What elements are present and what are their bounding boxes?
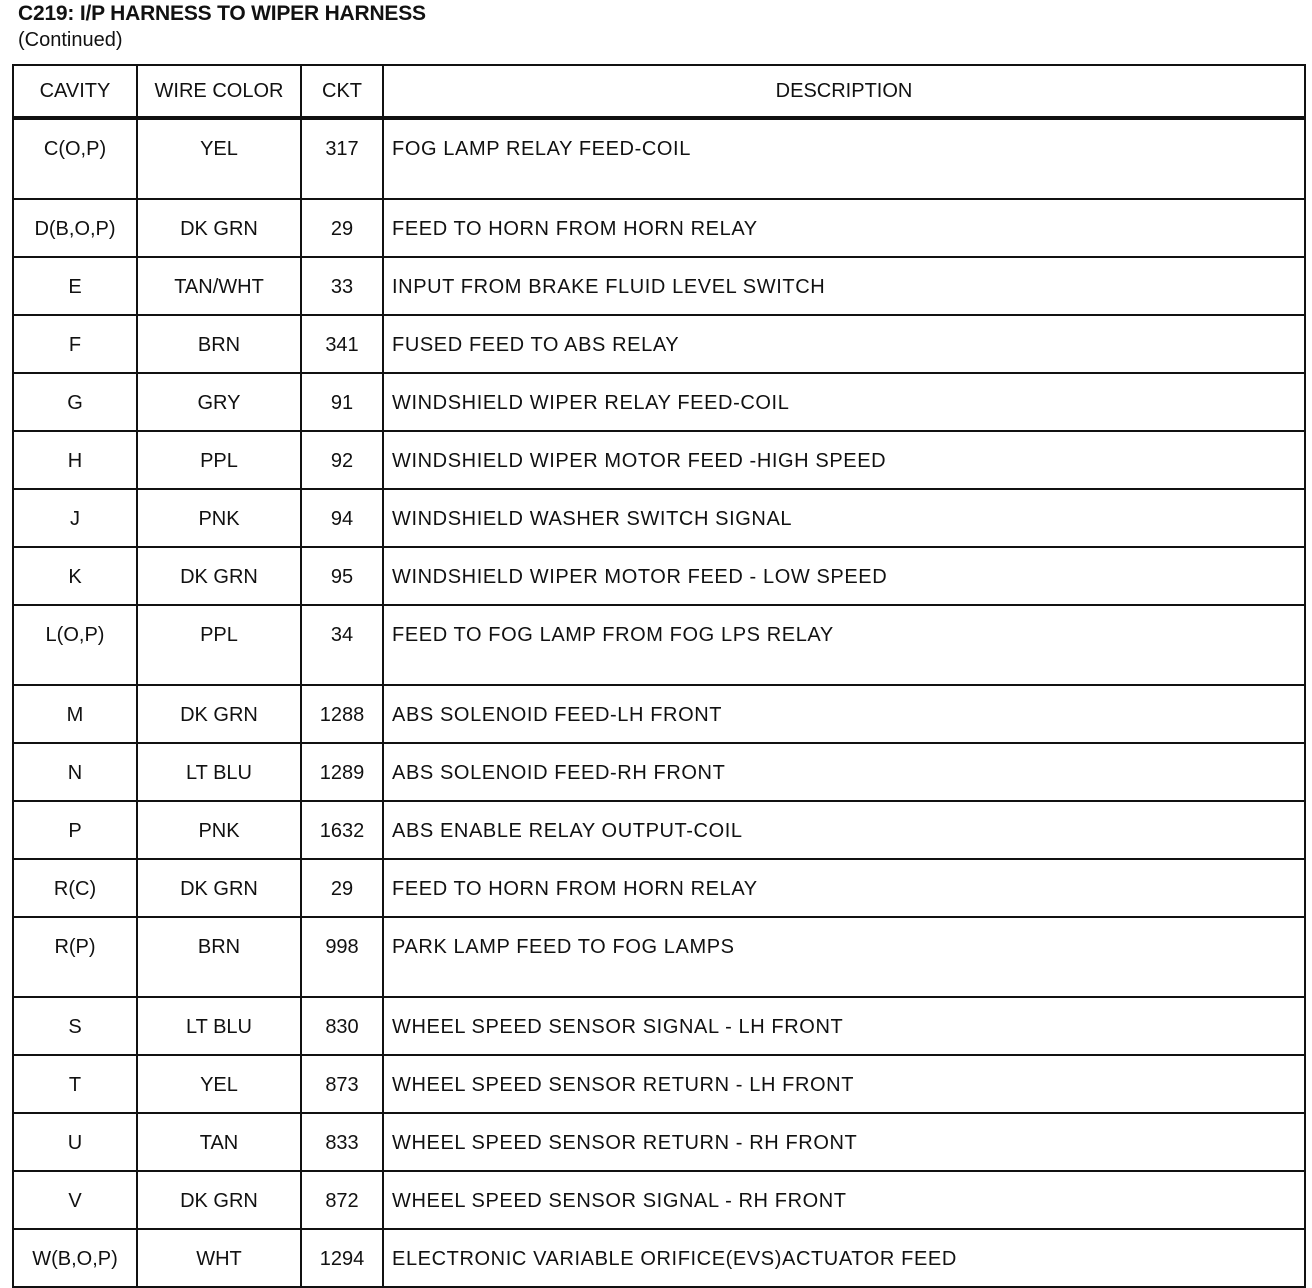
ckt-cell: 92 [301, 431, 383, 489]
description-cell: ELECTRONIC VARIABLE ORIFICE(EVS)ACTUATOR FEED [383, 1229, 1305, 1287]
table-row [13, 118, 1305, 199]
wire-color-cell: GRY [137, 373, 301, 431]
table-row [13, 257, 1305, 315]
page-subtitle: (Continued) [18, 29, 123, 51]
column-header-ckt: CKT [301, 65, 383, 118]
wire-color-cell: PNK [137, 489, 301, 547]
table-row [13, 859, 1305, 917]
table-row [13, 547, 1305, 605]
description-cell: WHEEL SPEED SENSOR RETURN - RH FRONT [383, 1113, 1305, 1171]
wire-color-cell: YEL [137, 118, 301, 199]
table-row [13, 1113, 1305, 1171]
cavity-cell: U [13, 1113, 137, 1171]
ckt-cell: 94 [301, 489, 383, 547]
description-cell: FEED TO FOG LAMP FROM FOG LPS RELAY [383, 605, 1305, 685]
table-row [13, 431, 1305, 489]
ckt-cell: 29 [301, 859, 383, 917]
cavity-cell: K [13, 547, 137, 605]
description-cell: ABS SOLENOID FEED-LH FRONT [383, 685, 1305, 743]
wire-color-cell: TAN [137, 1113, 301, 1171]
table-row [13, 489, 1305, 547]
ckt-cell: 872 [301, 1171, 383, 1229]
table-row [13, 605, 1305, 685]
table-row [13, 373, 1305, 431]
cavity-cell: H [13, 431, 137, 489]
description-cell: FEED TO HORN FROM HORN RELAY [383, 859, 1305, 917]
wire-color-cell: DK GRN [137, 1171, 301, 1229]
description-cell: WHEEL SPEED SENSOR RETURN - LH FRONT [383, 1055, 1305, 1113]
ckt-cell: 341 [301, 315, 383, 373]
description-cell: ABS SOLENOID FEED-RH FRONT [383, 743, 1305, 801]
column-header-description: DESCRIPTION [383, 65, 1305, 118]
table-row [13, 1229, 1305, 1287]
wire-color-cell: PPL [137, 431, 301, 489]
table-row [13, 917, 1305, 997]
cavity-cell: R(P) [13, 917, 137, 997]
wire-color-cell: DK GRN [137, 547, 301, 605]
description-cell: WINDSHIELD WIPER MOTOR FEED -HIGH SPEED [383, 431, 1305, 489]
table-row [13, 315, 1305, 373]
cavity-cell: R(C) [13, 859, 137, 917]
wire-color-cell: LT BLU [137, 997, 301, 1055]
table-header [13, 65, 1305, 118]
column-header-cavity: CAVITY [13, 65, 137, 118]
description-cell: PARK LAMP FEED TO FOG LAMPS [383, 917, 1305, 997]
ckt-cell: 1288 [301, 685, 383, 743]
ckt-cell: 1632 [301, 801, 383, 859]
ckt-cell: 91 [301, 373, 383, 431]
ckt-cell: 873 [301, 1055, 383, 1113]
cavity-cell: J [13, 489, 137, 547]
table-body [13, 118, 1305, 1287]
description-cell: INPUT FROM BRAKE FLUID LEVEL SWITCH [383, 257, 1305, 315]
wire-color-cell: PNK [137, 801, 301, 859]
wire-color-cell: BRN [137, 917, 301, 997]
ckt-cell: 33 [301, 257, 383, 315]
ckt-cell: 29 [301, 199, 383, 257]
ckt-cell: 317 [301, 118, 383, 199]
cavity-cell: E [13, 257, 137, 315]
wire-color-cell: DK GRN [137, 199, 301, 257]
cavity-cell: S [13, 997, 137, 1055]
description-cell: FEED TO HORN FROM HORN RELAY [383, 199, 1305, 257]
ckt-cell: 95 [301, 547, 383, 605]
wire-color-cell: LT BLU [137, 743, 301, 801]
cavity-cell: M [13, 685, 137, 743]
ckt-cell: 34 [301, 605, 383, 685]
cavity-cell: L(O,P) [13, 605, 137, 685]
table-row [13, 685, 1305, 743]
table-row [13, 743, 1305, 801]
cavity-cell: V [13, 1171, 137, 1229]
cavity-cell: F [13, 315, 137, 373]
description-cell: WHEEL SPEED SENSOR SIGNAL - RH FRONT [383, 1171, 1305, 1229]
ckt-cell: 833 [301, 1113, 383, 1171]
page-title: C219: I/P HARNESS TO WIPER HARNESS [18, 2, 426, 25]
description-cell: WINDSHIELD WASHER SWITCH SIGNAL [383, 489, 1305, 547]
description-cell: ABS ENABLE RELAY OUTPUT-COIL [383, 801, 1305, 859]
description-cell: WINDSHIELD WIPER MOTOR FEED - LOW SPEED [383, 547, 1305, 605]
table-row [13, 1055, 1305, 1113]
header-row [13, 65, 1305, 118]
cavity-cell: N [13, 743, 137, 801]
cavity-cell: G [13, 373, 137, 431]
ckt-cell: 1289 [301, 743, 383, 801]
table-row [13, 997, 1305, 1055]
description-cell: WINDSHIELD WIPER RELAY FEED-COIL [383, 373, 1305, 431]
ckt-cell: 1294 [301, 1229, 383, 1287]
wire-color-cell: PPL [137, 605, 301, 685]
cavity-cell: T [13, 1055, 137, 1113]
ckt-cell: 830 [301, 997, 383, 1055]
description-cell: FOG LAMP RELAY FEED-COIL [383, 118, 1305, 199]
wire-color-cell: YEL [137, 1055, 301, 1113]
description-cell: FUSED FEED TO ABS RELAY [383, 315, 1305, 373]
table-row [13, 801, 1305, 859]
table-row [13, 199, 1305, 257]
table-row [13, 1171, 1305, 1229]
wire-color-cell: TAN/WHT [137, 257, 301, 315]
cavity-cell: W(B,O,P) [13, 1229, 137, 1287]
connector-table [12, 64, 1306, 1288]
wire-color-cell: DK GRN [137, 685, 301, 743]
description-cell: WHEEL SPEED SENSOR SIGNAL - LH FRONT [383, 997, 1305, 1055]
column-header-wire-color: WIRE COLOR [137, 65, 301, 118]
cavity-cell: P [13, 801, 137, 859]
wire-color-cell: WHT [137, 1229, 301, 1287]
wire-color-cell: DK GRN [137, 859, 301, 917]
wire-color-cell: BRN [137, 315, 301, 373]
cavity-cell: C(O,P) [13, 118, 137, 199]
ckt-cell: 998 [301, 917, 383, 997]
cavity-cell: D(B,O,P) [13, 199, 137, 257]
